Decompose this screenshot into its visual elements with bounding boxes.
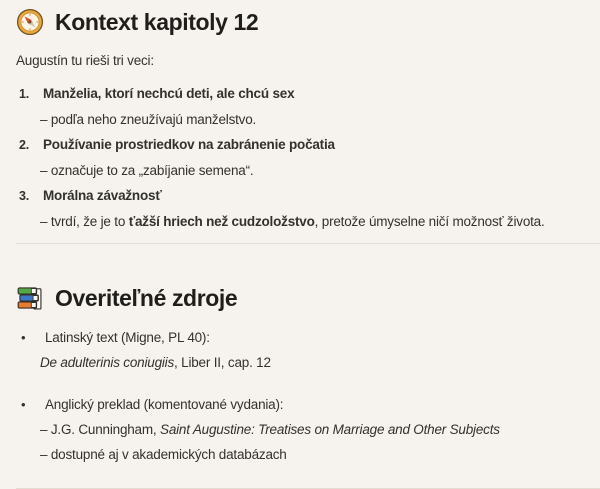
bullet-marker: • (21, 397, 26, 412)
list-item (16, 136, 584, 179)
item-title: Používanie prostriedkov na zabránenie počatia (43, 137, 335, 152)
books-icon (16, 284, 44, 312)
item-detail: – podľa neho zneužívajú manželstvo. (40, 112, 257, 127)
item-number: 2. (19, 138, 30, 152)
list-item (16, 187, 584, 230)
section-sources (16, 284, 584, 463)
source-item (16, 396, 584, 463)
sources-heading (16, 284, 584, 312)
compass-icon (16, 8, 44, 36)
item-title: Morálna závažnosť (43, 188, 162, 203)
source-line: – J.G. Cunningham, Saint Augustine: Treatises on Marriage and Other Subjects (40, 422, 500, 437)
item-detail: – označuje to za „zabíjanie semena“. (40, 163, 254, 178)
section-context (16, 8, 584, 230)
source-line: De adulterinis coniugiis, Liber II, cap. 12 (40, 355, 271, 370)
source-lead: Anglický preklad (komentované vydania): (45, 397, 284, 412)
context-title: Kontext kapitoly 12 (55, 8, 259, 35)
item-number: 3. (19, 189, 30, 203)
sources-title: Overiteľné zdroje (55, 284, 238, 311)
source-item (16, 329, 584, 371)
context-heading (16, 8, 584, 36)
bullet-marker: • (21, 330, 26, 345)
source-lead: Latinský text (Migne, PL 40): (45, 330, 210, 345)
item-detail: – tvrdí, že je to ťažší hriech než cudzoložstvo, pretože úmyselne ničí možnosť života. (40, 214, 545, 229)
sources-list (16, 329, 584, 463)
section-divider (16, 243, 600, 244)
item-number: 1. (19, 87, 30, 101)
item-title: Manželia, ktorí nechcú deti, ale chcú sex (43, 86, 295, 101)
context-intro: Augustín tu rieši tri veci: (16, 53, 154, 68)
context-list (16, 85, 584, 230)
source-line: – dostupné aj v akademických databázach (40, 447, 287, 462)
list-item (16, 85, 584, 128)
